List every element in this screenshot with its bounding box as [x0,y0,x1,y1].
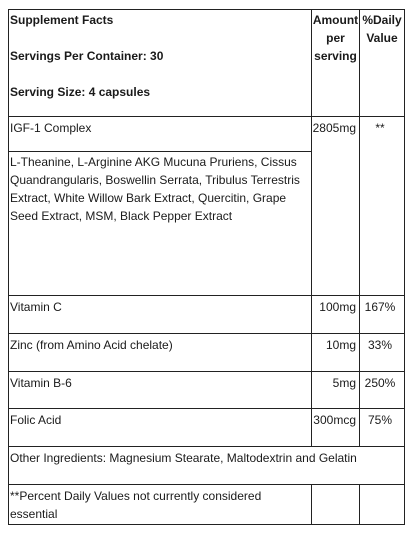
nutrient-amount: 2805mg [312,116,360,296]
nutrient-daily-value: 33% [360,334,405,372]
nutrient-amount: 300mcg [312,409,360,447]
header-info-cell [9,10,312,117]
daily-value-column-header [360,10,405,117]
nutrient-name: Folic Acid [9,409,312,447]
nutrient-daily-value: 75% [360,409,405,447]
supplement-facts-table [8,9,405,525]
nutrient-name: Vitamin B-6 [9,371,312,409]
nutrient-name: IGF-1 Complex [9,116,312,152]
nutrient-daily-value: 250% [360,371,405,409]
amount-header-line-1: Amount [312,13,359,27]
serving-size: Serving Size: 4 capsules [10,85,151,99]
footnote-row [9,485,405,525]
nutrient-row [9,409,405,447]
amount-header-line-3: serving [314,49,357,63]
nutrient-row [9,116,405,152]
nutrient-amount: 100mg [312,296,360,334]
footnote-amount-empty [312,485,360,525]
nutrient-amount: 5mg [312,371,360,409]
blend-ingredients: L-Theanine, L-Arginine AKG Mucuna Pruriens, Cissus Quandrangularis, Boswellin Serrata, Tribulus Terrestris Extract, White Willow Bark Extract, Quercitin, Grape Seed Extract, MSM, Black Pepper Extract [9,152,312,296]
nutrient-daily-value: ** [360,116,405,296]
footnote: **Percent Daily Values not currently considered essential [9,485,312,525]
servings-per-container: Servings Per Container: 30 [10,49,164,63]
nutrient-daily-value: 167% [360,296,405,334]
amount-column-header [312,10,360,117]
amount-header-line-2: per [326,31,345,45]
other-ingredients: Other Ingredients: Magnesium Stearate, Maltodextrin and Gelatin [9,446,405,485]
facts-title: Supplement Facts [10,13,114,27]
nutrient-row [9,371,405,409]
nutrient-name: Vitamin C [9,296,312,334]
nutrient-amount: 10mg [312,334,360,372]
footnote-dv-empty [360,485,405,525]
nutrient-row [9,296,405,334]
nutrient-name: Zinc (from Amino Acid chelate) [9,334,312,372]
other-ingredients-row [9,446,405,485]
dv-header-line-1: %Daily [362,13,402,27]
header-row [9,10,405,117]
dv-header-line-2: Value [366,31,398,45]
nutrient-row [9,334,405,372]
